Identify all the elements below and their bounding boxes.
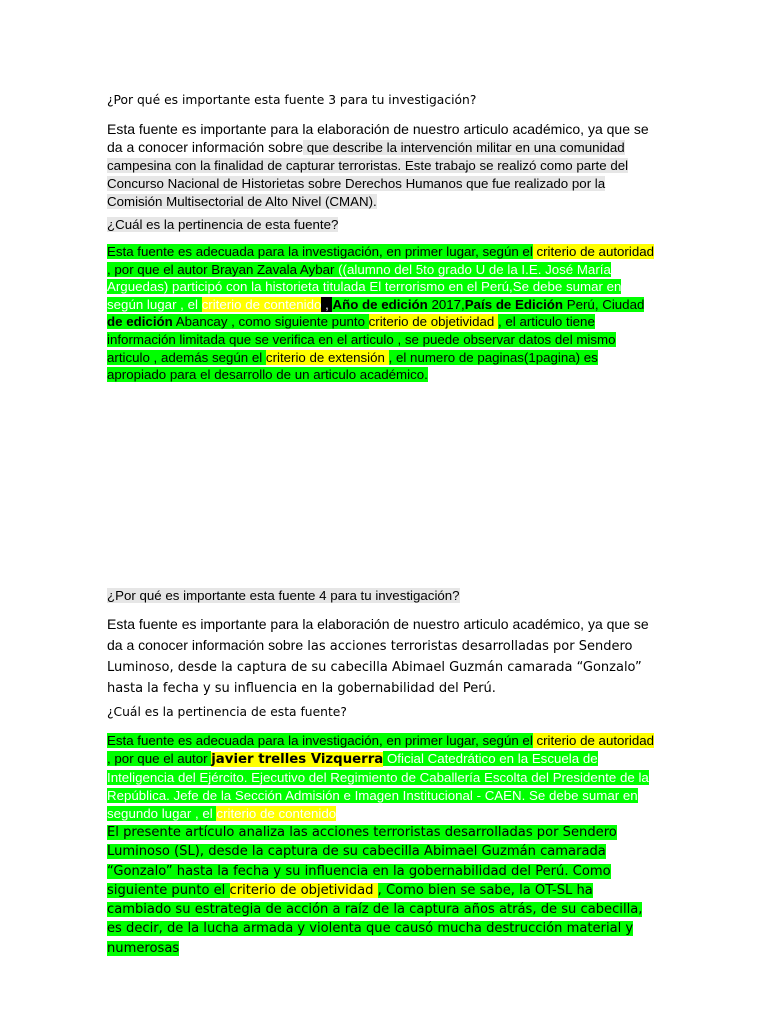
question-source-3-importance: ¿Por qué es importante esta fuente 3 para tu investigación? xyxy=(107,93,477,107)
answer-source-4-importance xyxy=(107,614,659,699)
answer-lead-text: Esta fuente es importante para la elaboración de nuestro articulo académico, ya que se da a conocer información sobre xyxy=(107,121,649,155)
pertinence-paragraph-source-4: Esta fuente es adecuada para la investigación, en primer lugar, según el criterio de autoridad , por que el autor javier trelles Vizquerra Oficial Catedrático en la Escuela de Inteligencia del Ejército. Ejecutivo del Regimiento de Caballería Escolta del Presidente de la República. Jefe de la Sección Admisión e Imagen Institucional - CAEN. Se debe sumar en segundo lugar , el criterio de contenido El presente artículo analiza las acciones terroristas desarrolladas por Sendero Luminoso (SL), desde la captura de su cabecilla Abimael Guzmán camarada “Gonzalo” hasta la fecha y su influencia en la gobernabilidad del Perú. Como siguiente punto el criterio de objetividad , Como bien se sabe, la OT-SL ha cambiado su estrategia de acción a raíz de la captura años atrás, de su cabecilla, es decir, de la lucha armada y violenta que causó mucha destrucción material y numerosas xyxy=(107,733,654,956)
question-source-3-pertinence: ¿Cuál es la pertinencia de esta fuente? xyxy=(107,217,339,232)
answer-lead-text: Esta fuente es importante para la elaboración de nuestro articulo académico, ya que se da a conocer información sobre xyxy=(107,616,649,653)
answer-source-3-importance xyxy=(107,121,659,211)
answer-body-text: las acciones terroristas desarrolladas por Sendero Luminoso, desde la captura de su cabecilla Abimael Guzmán camarada “Gonzalo” hasta la fecha y su influencia en la gobernabilidad del Perú. xyxy=(107,639,642,696)
answer-highlighted-text: que describe la intervención militar en una comunidad campesina con la finalidad de capturar terroristas. Este trabajo se realizó como parte del Concurso Nacional de Historietas sobre Derechos Humanos que fue realizado por la Comisión Multisectorial de Alto Nivel (CMAN). xyxy=(107,140,629,209)
question-source-4-importance: ¿Por qué es importante esta fuente 4 para tu investigación? xyxy=(107,588,460,603)
pertinence-paragraph-source-3: Esta fuente es adecuada para la investigación, en primer lugar, según el criterio de autoridad , por que el autor Brayan Zavala Aybar ((alumno del 5to grado U de la I.E. José María Arguedas) participó con la historieta titulada El terrorismo en el Perú,Se debe sumar en según lugar , el criterio de contenido , Año de edición 2017,País de Edición Perú, Ciudad de edición Abancay , como siguiente punto criterio de objetividad , el articulo tiene información limitada que se verifica en el articulo , se puede observar datos del mismo articulo , además según el criterio de extensión , el numero de paginas(1pagina) es apropiado para el desarrollo de un articulo académico. xyxy=(107,244,654,383)
question-source-4-pertinence: ¿Cuál es la pertinencia de esta fuente? xyxy=(107,705,347,719)
author-name: javier trelles Vizquerra xyxy=(211,752,384,767)
